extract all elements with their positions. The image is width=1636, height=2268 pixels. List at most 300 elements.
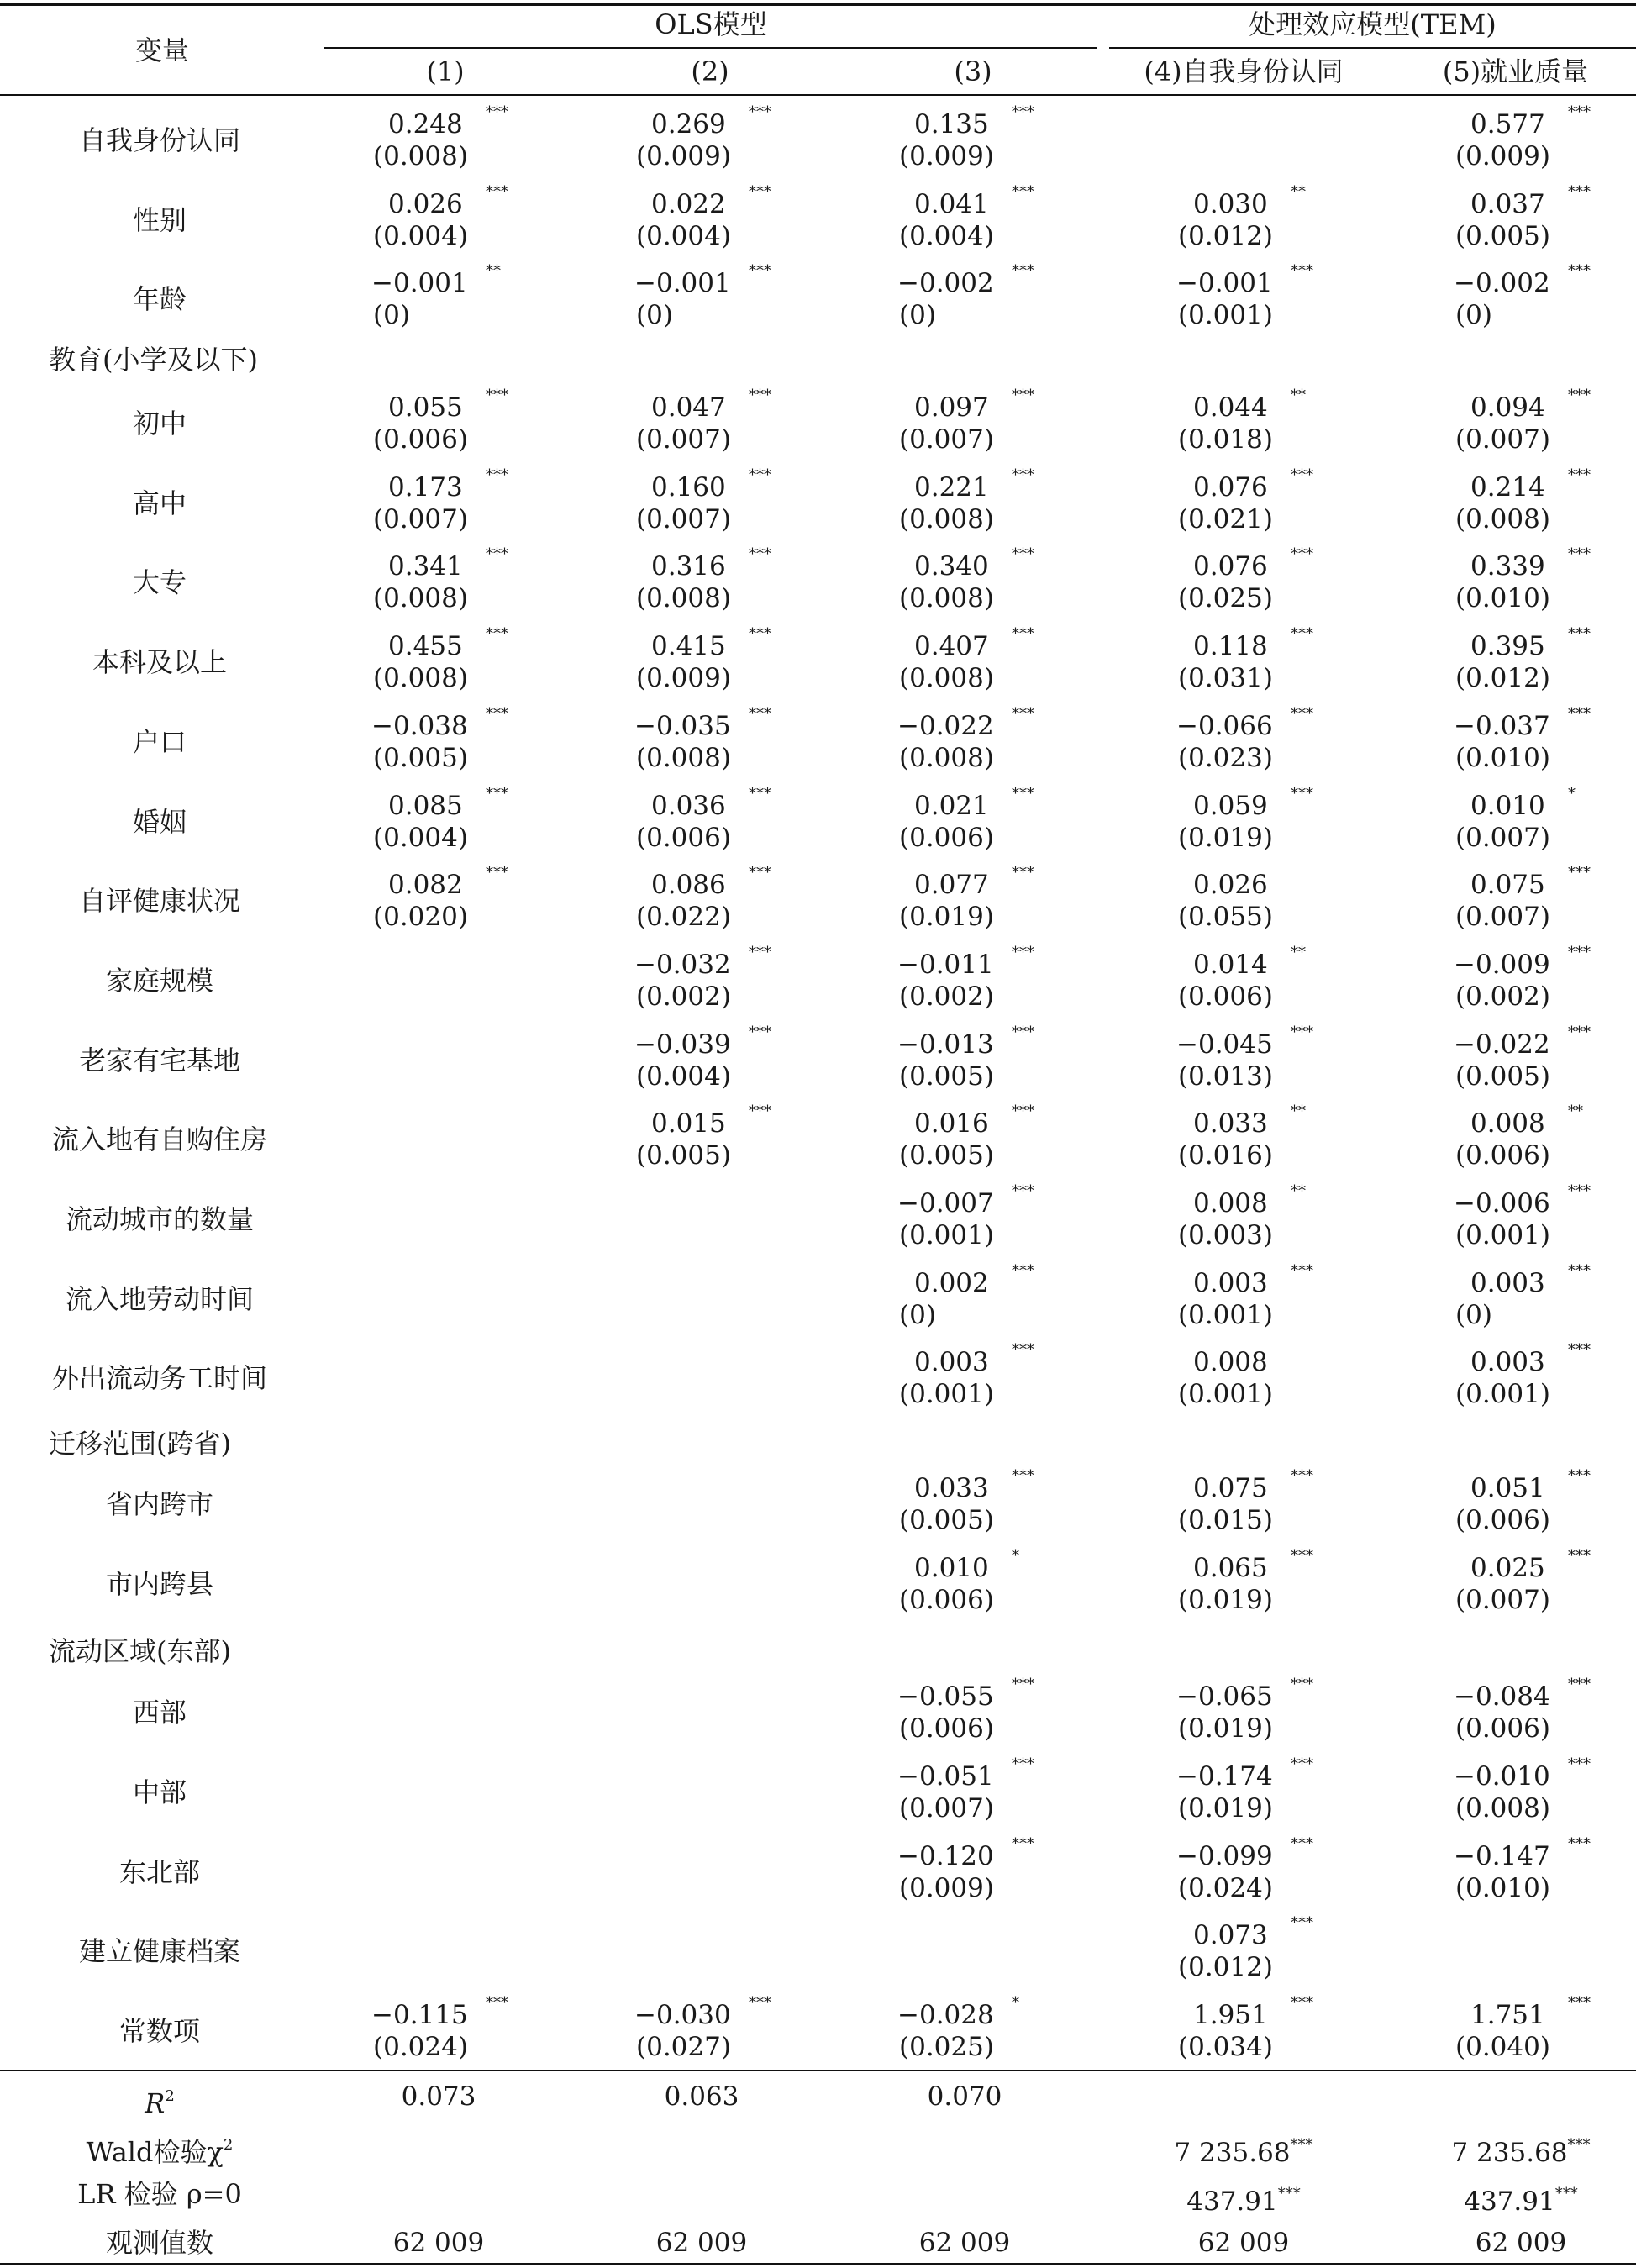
standard-error: (0.001) bbox=[899, 1220, 994, 1250]
significance-stars: *** bbox=[749, 944, 771, 961]
row-label: 初中 bbox=[132, 408, 187, 439]
standard-error: (0.006) bbox=[899, 823, 994, 853]
coefficient: 0.047 bbox=[651, 392, 726, 423]
coefficient: 0.026 bbox=[1193, 870, 1268, 900]
coefficient: −0.006 bbox=[1454, 1188, 1550, 1218]
stat-label-superscript: 2 bbox=[223, 2136, 234, 2154]
header-ols-group: OLS模型 bbox=[655, 8, 767, 40]
standard-error: (0.002) bbox=[1455, 981, 1550, 1012]
coefficient: 0.051 bbox=[1470, 1473, 1545, 1503]
coefficient: 0.041 bbox=[914, 189, 989, 219]
row-label: 外出流动务工时间 bbox=[51, 1362, 267, 1394]
significance-stars: * bbox=[1568, 785, 1576, 802]
coefficient: −0.037 bbox=[1454, 711, 1550, 741]
coefficient: −0.174 bbox=[1176, 1761, 1273, 1792]
standard-error: (0.020) bbox=[373, 902, 468, 932]
row-label: 西部 bbox=[132, 1697, 187, 1729]
header-tem-group: 处理效应模型(TEM) bbox=[1249, 8, 1497, 40]
significance-stars: *** bbox=[486, 183, 508, 201]
significance-stars: *** bbox=[1291, 466, 1313, 484]
coefficient: 0.221 bbox=[914, 472, 989, 503]
coefficient: −0.039 bbox=[634, 1029, 731, 1060]
standard-error: (0.004) bbox=[899, 221, 994, 251]
row-label: 老家有宅基地 bbox=[78, 1045, 240, 1076]
standard-error: (0.002) bbox=[636, 981, 731, 1012]
coefficient: −0.045 bbox=[1176, 1029, 1273, 1060]
significance-stars: *** bbox=[1012, 944, 1034, 961]
coefficient: 0.014 bbox=[1193, 950, 1268, 980]
coefficient: 0.073 bbox=[1193, 1920, 1268, 1950]
significance-stars: *** bbox=[1568, 705, 1591, 723]
standard-error: (0) bbox=[636, 300, 673, 330]
significance-stars: *** bbox=[1012, 1023, 1034, 1041]
coefficient: 0.008 bbox=[1193, 1188, 1268, 1218]
standard-error: (0.055) bbox=[1178, 902, 1273, 932]
row-label: 高中 bbox=[132, 487, 187, 519]
coefficient: 0.577 bbox=[1470, 109, 1545, 139]
row-label: 年龄 bbox=[132, 283, 187, 315]
significance-stars: *** bbox=[1291, 1023, 1313, 1041]
significance-stars: *** bbox=[749, 103, 771, 121]
standard-error: (0.001) bbox=[899, 1379, 994, 1409]
coefficient: 0.415 bbox=[651, 631, 726, 661]
standard-error: (0.006) bbox=[899, 1713, 994, 1744]
stat-label: Wald检验$\chi^2$ bbox=[86, 2136, 234, 2168]
significance-stars: ** bbox=[1291, 183, 1306, 201]
coefficient: −0.084 bbox=[1454, 1681, 1550, 1712]
row-label: 大专 bbox=[132, 566, 187, 598]
standard-error: (0.008) bbox=[1455, 1793, 1550, 1823]
significance-stars: *** bbox=[1568, 103, 1591, 121]
standard-error: (0.008) bbox=[373, 663, 468, 693]
significance-stars: ** bbox=[1291, 944, 1306, 961]
significance-stars: *** bbox=[1291, 705, 1313, 723]
row-label: 婚姻 bbox=[132, 806, 187, 838]
ols-group-rule bbox=[324, 47, 1097, 49]
standard-error: (0) bbox=[899, 1300, 936, 1330]
standard-error: (0.005) bbox=[373, 743, 468, 773]
standard-error: (0.012) bbox=[1178, 221, 1273, 251]
significance-stars: *** bbox=[1568, 387, 1591, 404]
significance-stars: *** bbox=[1291, 1467, 1313, 1485]
standard-error: (0.023) bbox=[1178, 743, 1273, 773]
significance-stars: *** bbox=[749, 864, 771, 881]
standard-error: (0.001) bbox=[1178, 1379, 1273, 1409]
significance-stars: *** bbox=[1568, 1676, 1591, 1693]
coefficient: 0.395 bbox=[1470, 631, 1545, 661]
significance-stars: *** bbox=[1291, 1755, 1313, 1773]
stat-label-superscript: 2 bbox=[165, 2087, 175, 2105]
standard-error: (0.018) bbox=[1178, 424, 1273, 455]
significance-stars: *** bbox=[1012, 1182, 1034, 1200]
stat-value: 62 009 bbox=[918, 2228, 1011, 2258]
significance-stars: *** bbox=[1012, 1102, 1034, 1120]
header-col-3: (3) bbox=[954, 55, 992, 87]
standard-error: (0.007) bbox=[1455, 1585, 1550, 1615]
significance-stars: *** bbox=[1012, 625, 1034, 643]
standard-error: (0.001) bbox=[1455, 1379, 1550, 1409]
standard-error: (0.007) bbox=[899, 1793, 994, 1823]
stat-label: 观测值数 bbox=[105, 2227, 213, 2259]
stat-label: $R^2$ bbox=[145, 2087, 175, 2119]
coefficient: −0.013 bbox=[897, 1029, 994, 1060]
significance-stars: *** bbox=[1012, 1755, 1034, 1773]
stat-value: 0.063 bbox=[664, 2081, 739, 2112]
coefficient: 0.030 bbox=[1193, 189, 1268, 219]
standard-error: (0.008) bbox=[899, 743, 994, 773]
standard-error: (0.022) bbox=[636, 902, 731, 932]
significance-stars: *** bbox=[749, 545, 771, 563]
coefficient: 0.077 bbox=[914, 870, 989, 900]
standard-error: (0.008) bbox=[899, 504, 994, 534]
standard-error: (0.019) bbox=[1178, 1713, 1273, 1744]
coefficient: 0.248 bbox=[388, 109, 463, 139]
coefficient: 0.097 bbox=[914, 392, 989, 423]
row-label: 流入地有自购住房 bbox=[51, 1123, 267, 1155]
row-label: 自我身份认同 bbox=[78, 124, 240, 156]
standard-error: (0.012) bbox=[1178, 1952, 1273, 1982]
significance-stars: *** bbox=[486, 1994, 508, 2012]
significance-stars: *** bbox=[1291, 1547, 1313, 1565]
coefficient: 0.214 bbox=[1470, 472, 1545, 503]
significance-stars: *** bbox=[1291, 1835, 1313, 1853]
significance-stars: *** bbox=[1568, 1182, 1591, 1200]
standard-error: (0.013) bbox=[1178, 1061, 1273, 1092]
coefficient: 0.008 bbox=[1193, 1347, 1268, 1377]
coefficient: 0.003 bbox=[914, 1347, 989, 1377]
standard-error: (0.007) bbox=[899, 424, 994, 455]
significance-stars: *** bbox=[1012, 1341, 1034, 1359]
standard-error: (0.007) bbox=[373, 504, 468, 534]
standard-error: (0.004) bbox=[636, 1061, 731, 1092]
row-label: 自评健康状况 bbox=[78, 885, 240, 917]
standard-error: (0.002) bbox=[899, 981, 994, 1012]
coefficient: 0.033 bbox=[914, 1473, 989, 1503]
standard-error: (0.005) bbox=[899, 1061, 994, 1092]
significance-stars: *** bbox=[1568, 183, 1591, 201]
standard-error: (0.027) bbox=[636, 2032, 731, 2062]
coefficient: 0.075 bbox=[1193, 1473, 1268, 1503]
significance-stars: *** bbox=[1012, 103, 1034, 121]
standard-error: (0.007) bbox=[1455, 424, 1550, 455]
significance-stars: *** bbox=[1291, 1262, 1313, 1280]
significance-stars: ** bbox=[1291, 1182, 1306, 1200]
stat-value: 62 009 bbox=[392, 2228, 485, 2258]
standard-error: (0.008) bbox=[1455, 504, 1550, 534]
significance-stars: *** bbox=[749, 1023, 771, 1041]
standard-error: (0.024) bbox=[1178, 1873, 1273, 1903]
standard-error: (0.019) bbox=[899, 902, 994, 932]
coefficient: 0.339 bbox=[1470, 551, 1545, 581]
standard-error: (0.019) bbox=[1178, 1793, 1273, 1823]
coefficient: 0.340 bbox=[914, 551, 989, 581]
coefficient: 0.173 bbox=[388, 472, 463, 503]
standard-error: (0.016) bbox=[1178, 1140, 1273, 1171]
standard-error: (0.001) bbox=[1178, 1300, 1273, 1330]
stat-value: 7 235.68*** bbox=[1451, 2136, 1591, 2168]
significance-stars: *** bbox=[1568, 1262, 1591, 1280]
significance-stars: *** bbox=[1012, 1467, 1034, 1485]
coefficient: −0.115 bbox=[371, 2000, 468, 2030]
coefficient: 1.751 bbox=[1470, 2000, 1545, 2030]
row-label: 本科及以上 bbox=[92, 646, 227, 678]
standard-error: (0.008) bbox=[899, 663, 994, 693]
significance-stars: *** bbox=[486, 466, 508, 484]
header-col-5: (5)就业质量 bbox=[1442, 55, 1589, 87]
coefficient: −0.001 bbox=[371, 268, 468, 298]
significance-stars: *** bbox=[1012, 262, 1034, 280]
standard-error: (0.006) bbox=[373, 424, 468, 455]
coefficient: 0.010 bbox=[1470, 791, 1545, 821]
standard-error: (0.025) bbox=[1178, 583, 1273, 613]
standard-error: (0.006) bbox=[1178, 981, 1273, 1012]
standard-error: (0) bbox=[899, 300, 936, 330]
significance-stars: *** bbox=[1290, 2136, 1313, 2154]
significance-stars: *** bbox=[749, 387, 771, 404]
standard-error: (0) bbox=[1455, 1300, 1492, 1330]
row-label: 常数项 bbox=[118, 2015, 200, 2047]
significance-stars: *** bbox=[486, 387, 508, 404]
standard-error: (0.008) bbox=[373, 141, 468, 171]
row-label: 省内跨市 bbox=[105, 1488, 213, 1520]
significance-stars: *** bbox=[1012, 864, 1034, 881]
coefficient: −0.028 bbox=[897, 2000, 994, 2030]
coefficient: −0.147 bbox=[1454, 1841, 1550, 1871]
significance-stars: ** bbox=[1291, 387, 1306, 404]
significance-stars: *** bbox=[749, 466, 771, 484]
coefficient: 0.065 bbox=[1193, 1553, 1268, 1583]
coefficient: −0.030 bbox=[634, 2000, 731, 2030]
coefficient: 0.086 bbox=[651, 870, 726, 900]
coefficient: −0.010 bbox=[1454, 1761, 1550, 1792]
coefficient: 0.003 bbox=[1193, 1268, 1268, 1298]
significance-stars: *** bbox=[1568, 944, 1591, 961]
standard-error: (0.031) bbox=[1178, 663, 1273, 693]
significance-stars: *** bbox=[1291, 545, 1313, 563]
coefficient: 0.036 bbox=[651, 791, 726, 821]
coefficient: 0.341 bbox=[388, 551, 463, 581]
significance-stars: *** bbox=[1012, 545, 1034, 563]
coefficient: 0.026 bbox=[388, 189, 463, 219]
header-col-2: (2) bbox=[691, 55, 729, 87]
significance-stars: *** bbox=[1012, 705, 1034, 723]
significance-stars: *** bbox=[1554, 2185, 1578, 2202]
coefficient: 0.075 bbox=[1470, 870, 1545, 900]
coefficient: 0.055 bbox=[388, 392, 463, 423]
tem-group-rule bbox=[1109, 47, 1636, 49]
coefficient: −0.032 bbox=[634, 950, 731, 980]
coefficient: −0.001 bbox=[634, 268, 731, 298]
standard-error: (0.008) bbox=[899, 583, 994, 613]
row-label: 流动城市的数量 bbox=[65, 1203, 254, 1235]
coefficient: 0.094 bbox=[1470, 392, 1545, 423]
significance-stars: *** bbox=[1568, 1755, 1591, 1773]
standard-error: (0.006) bbox=[1455, 1140, 1550, 1171]
coefficient: −0.002 bbox=[1454, 268, 1550, 298]
coefficient: −0.009 bbox=[1454, 950, 1550, 980]
standard-error: (0.024) bbox=[373, 2032, 468, 2062]
stat-value: 62 009 bbox=[655, 2228, 748, 2258]
standard-error: (0.010) bbox=[1455, 583, 1550, 613]
coefficient: 0.455 bbox=[388, 631, 463, 661]
significance-stars: *** bbox=[1291, 1676, 1313, 1693]
stat-value: 0.073 bbox=[401, 2081, 476, 2112]
coefficient: 0.010 bbox=[914, 1553, 989, 1583]
standard-error: (0.005) bbox=[1455, 221, 1550, 251]
significance-stars: *** bbox=[1012, 1262, 1034, 1280]
standard-error: (0.003) bbox=[1178, 1220, 1273, 1250]
header-variable: 变量 bbox=[134, 34, 189, 66]
significance-stars: *** bbox=[1568, 262, 1591, 280]
standard-error: (0.007) bbox=[636, 504, 731, 534]
standard-error: (0.004) bbox=[373, 221, 468, 251]
coefficient: 0.015 bbox=[651, 1108, 726, 1139]
significance-stars: *** bbox=[1012, 1676, 1034, 1693]
significance-stars: *** bbox=[1291, 1994, 1313, 2012]
standard-error: (0.025) bbox=[899, 2032, 994, 2062]
standard-error: (0.006) bbox=[1455, 1505, 1550, 1535]
coefficient: 0.269 bbox=[651, 109, 726, 139]
significance-stars: *** bbox=[749, 785, 771, 802]
header-col-1: (1) bbox=[426, 55, 465, 87]
coefficient: 0.082 bbox=[388, 870, 463, 900]
standard-error: (0.015) bbox=[1178, 1505, 1273, 1535]
standard-error: (0.006) bbox=[899, 1585, 994, 1615]
standard-error: (0.006) bbox=[1455, 1713, 1550, 1744]
coefficient: −0.099 bbox=[1176, 1841, 1273, 1871]
group-label: 流动区域(东部) bbox=[49, 1635, 231, 1667]
coefficient: 1.951 bbox=[1193, 2000, 1268, 2030]
significance-stars: *** bbox=[1568, 1994, 1591, 2012]
significance-stars: *** bbox=[1012, 466, 1034, 484]
standard-error: (0) bbox=[373, 300, 410, 330]
standard-error: (0.009) bbox=[899, 1873, 994, 1903]
significance-stars: *** bbox=[1291, 785, 1313, 802]
coefficient: 0.135 bbox=[914, 109, 989, 139]
significance-stars: *** bbox=[1291, 1914, 1313, 1932]
coefficient: −0.001 bbox=[1176, 268, 1273, 298]
stat-value: 62 009 bbox=[1197, 2228, 1290, 2258]
standard-error: (0.040) bbox=[1455, 2032, 1550, 2062]
significance-stars: *** bbox=[1012, 183, 1034, 201]
significance-stars: *** bbox=[1568, 625, 1591, 643]
top-rule bbox=[0, 3, 1636, 6]
significance-stars: *** bbox=[1291, 625, 1313, 643]
coefficient: 0.021 bbox=[914, 791, 989, 821]
coefficient: −0.002 bbox=[897, 268, 994, 298]
standard-error: (0.008) bbox=[373, 583, 468, 613]
stat-label: LR 检验 ρ=0 bbox=[77, 2178, 242, 2210]
coefficient: 0.025 bbox=[1470, 1553, 1545, 1583]
coefficient: 0.407 bbox=[914, 631, 989, 661]
row-label: 性别 bbox=[132, 204, 187, 236]
significance-stars: *** bbox=[1568, 466, 1591, 484]
standard-error: (0.007) bbox=[1455, 823, 1550, 853]
significance-stars: *** bbox=[749, 183, 771, 201]
significance-stars: *** bbox=[1012, 785, 1034, 802]
significance-stars: *** bbox=[749, 705, 771, 723]
significance-stars: *** bbox=[486, 785, 508, 802]
group-label: 迁移范围(跨省) bbox=[49, 1428, 231, 1460]
significance-stars: * bbox=[1012, 1994, 1019, 2012]
standard-error: (0.009) bbox=[899, 141, 994, 171]
stat-value: 437.91*** bbox=[1464, 2185, 1578, 2217]
standard-error: (0.009) bbox=[1455, 141, 1550, 171]
significance-stars: *** bbox=[1012, 1835, 1034, 1853]
significance-stars: *** bbox=[1568, 864, 1591, 881]
coefficient: 0.160 bbox=[651, 472, 726, 503]
standard-error: (0.005) bbox=[1455, 1061, 1550, 1092]
significance-stars: ** bbox=[1568, 1102, 1583, 1120]
row-label: 户口 bbox=[132, 726, 187, 758]
significance-stars: *** bbox=[1568, 1341, 1591, 1359]
standard-error: (0.005) bbox=[899, 1140, 994, 1171]
coefficient: −0.055 bbox=[897, 1681, 994, 1712]
coefficient: 0.016 bbox=[914, 1108, 989, 1139]
standard-error: (0.007) bbox=[636, 424, 731, 455]
header-bottom-rule bbox=[0, 94, 1636, 96]
coefficient: −0.120 bbox=[897, 1841, 994, 1871]
significance-stars: *** bbox=[1277, 2185, 1301, 2202]
standard-error: (0.001) bbox=[1455, 1220, 1550, 1250]
coefficient: −0.035 bbox=[634, 711, 731, 741]
standard-error: (0.001) bbox=[1178, 300, 1273, 330]
coefficient: −0.007 bbox=[897, 1188, 994, 1218]
coefficient: 0.033 bbox=[1193, 1108, 1268, 1139]
coefficient: −0.022 bbox=[1454, 1029, 1550, 1060]
coefficient: 0.022 bbox=[651, 189, 726, 219]
coefficient: 0.008 bbox=[1470, 1108, 1545, 1139]
significance-stars: *** bbox=[1012, 387, 1034, 404]
standard-error: (0.034) bbox=[1178, 2032, 1273, 2062]
coefficient: 0.076 bbox=[1193, 472, 1268, 503]
coefficient: −0.011 bbox=[897, 950, 994, 980]
group-label: 教育(小学及以下) bbox=[49, 344, 258, 376]
standard-error: (0) bbox=[1455, 300, 1492, 330]
significance-stars: *** bbox=[1568, 1835, 1591, 1853]
standard-error: (0.006) bbox=[636, 823, 731, 853]
coefficient: −0.022 bbox=[897, 711, 994, 741]
row-label: 市内跨县 bbox=[105, 1568, 213, 1600]
row-label: 建立健康档案 bbox=[78, 1935, 240, 1967]
coefficient: 0.085 bbox=[388, 791, 463, 821]
stat-value: 62 009 bbox=[1475, 2228, 1567, 2258]
standard-error: (0.010) bbox=[1455, 743, 1550, 773]
coefficient: 0.044 bbox=[1193, 392, 1268, 423]
row-label: 中部 bbox=[132, 1776, 187, 1808]
standard-error: (0.008) bbox=[636, 743, 731, 773]
standard-error: (0.012) bbox=[1455, 663, 1550, 693]
coefficient: 0.037 bbox=[1470, 189, 1545, 219]
coefficient: 0.059 bbox=[1193, 791, 1268, 821]
stat-value: 437.91*** bbox=[1186, 2185, 1301, 2217]
significance-stars: *** bbox=[1291, 262, 1313, 280]
significance-stars: *** bbox=[749, 1994, 771, 2012]
significance-stars: ** bbox=[486, 262, 501, 280]
significance-stars: ** bbox=[1291, 1102, 1306, 1120]
stat-value: 0.070 bbox=[927, 2081, 1002, 2112]
significance-stars: *** bbox=[486, 545, 508, 563]
standard-error: (0.010) bbox=[1455, 1873, 1550, 1903]
row-label: 东北部 bbox=[118, 1856, 200, 1888]
standard-error: (0.021) bbox=[1178, 504, 1273, 534]
standard-error: (0.019) bbox=[1178, 823, 1273, 853]
significance-stars: *** bbox=[1568, 1467, 1591, 1485]
significance-stars: *** bbox=[749, 625, 771, 643]
stats-top-rule bbox=[0, 2070, 1636, 2071]
standard-error: (0.004) bbox=[373, 823, 468, 853]
stat-value: 7 235.68*** bbox=[1174, 2136, 1313, 2168]
